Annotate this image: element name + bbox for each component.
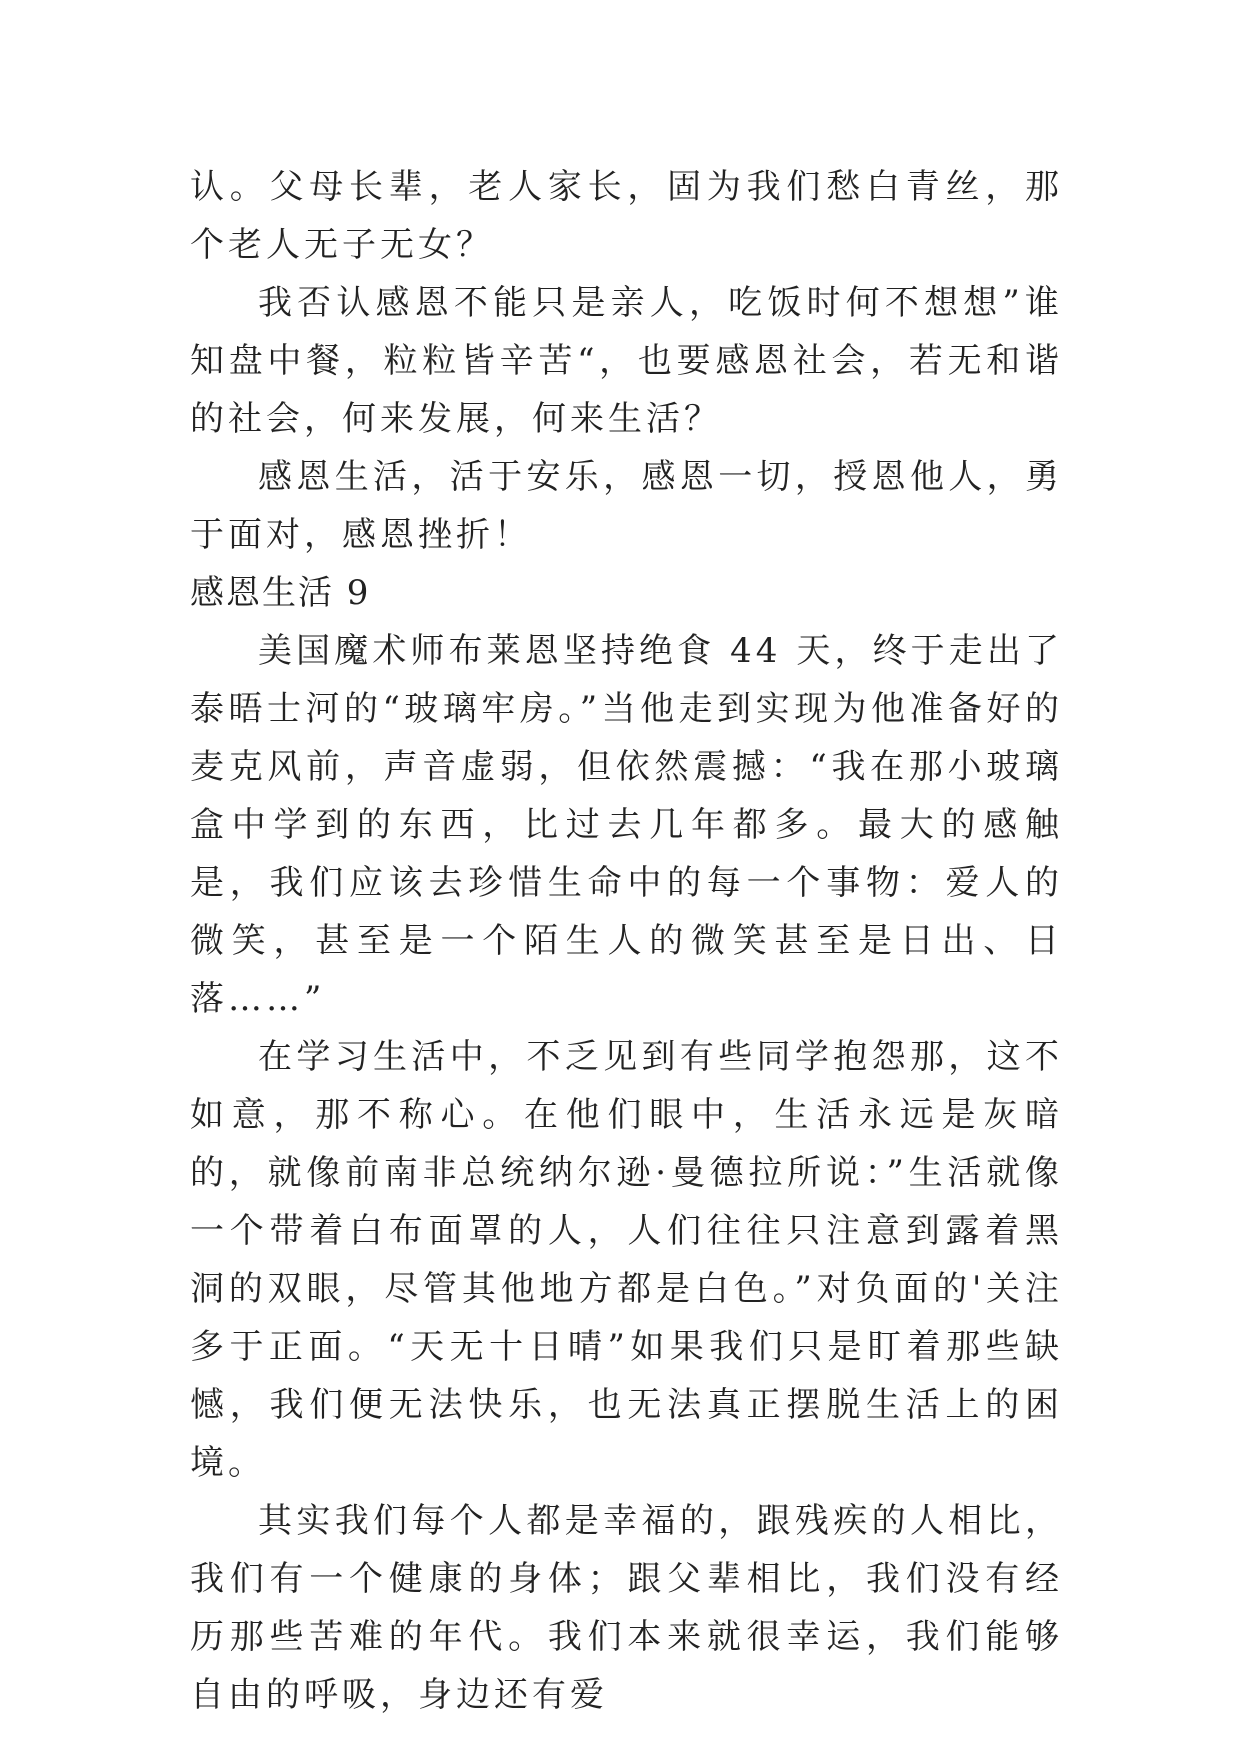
paragraph-2: 我否认感恩不能只是亲人，吃饭时何不想想”谁知盘中餐，粒粒皆辛苦“，也要感恩社会，若无和谐的社会，何来发展，何来生活？ xyxy=(190,283,1063,439)
paragraph-6: 其实我们每个人都是幸福的，跟残疾的人相比，我们有一个健康的身体；跟父辈相比，我们没有经历那些苦难的年代。我们本来就很幸运，我们能够自由的呼吸，身边还有爱 xyxy=(190,1501,1063,1715)
paragraph-4: 美国魔术师布莱恩坚持绝食 44 天，终于走出了泰晤士河的“玻璃牢房。”当他走到实现为他准备好的麦克风前，声音虚弱，但依然震撼：“我在那小玻璃盒中学到的东西，比过去几年都多。最大的感触是，我们应该去珍惜生命中的每一个事物：爱人的微笑，甚至是一个陌生人的微笑甚至是日出、日落……” xyxy=(190,631,1063,1019)
paragraph-3: 感恩生活，活于安乐，感恩一切，授恩他人，勇于面对，感恩挫折！ xyxy=(190,457,1063,555)
document-body xyxy=(190,158,1063,1724)
paragraph-1: 认。父母长辈，老人家长，固为我们愁白青丝，那个老人无子无女？ xyxy=(190,167,1063,265)
section-heading: 感恩生活 9 xyxy=(190,573,371,613)
paragraph-5: 在学习生活中，不乏见到有些同学抱怨那，这不如意，那不称心。在他们眼中，生活永远是灰暗的，就像前南非总统纳尔逊·曼德拉所说：”生活就像一个带着白布面罩的人，人们往往只注意到露着黑洞的双眼，尽管其他地方都是白色。”对负面的'关注多于正面。“天无十日晴”如果我们只是盯着那些缺憾，我们便无法快乐，也无法真正摆脱生活上的困境。 xyxy=(190,1037,1063,1483)
